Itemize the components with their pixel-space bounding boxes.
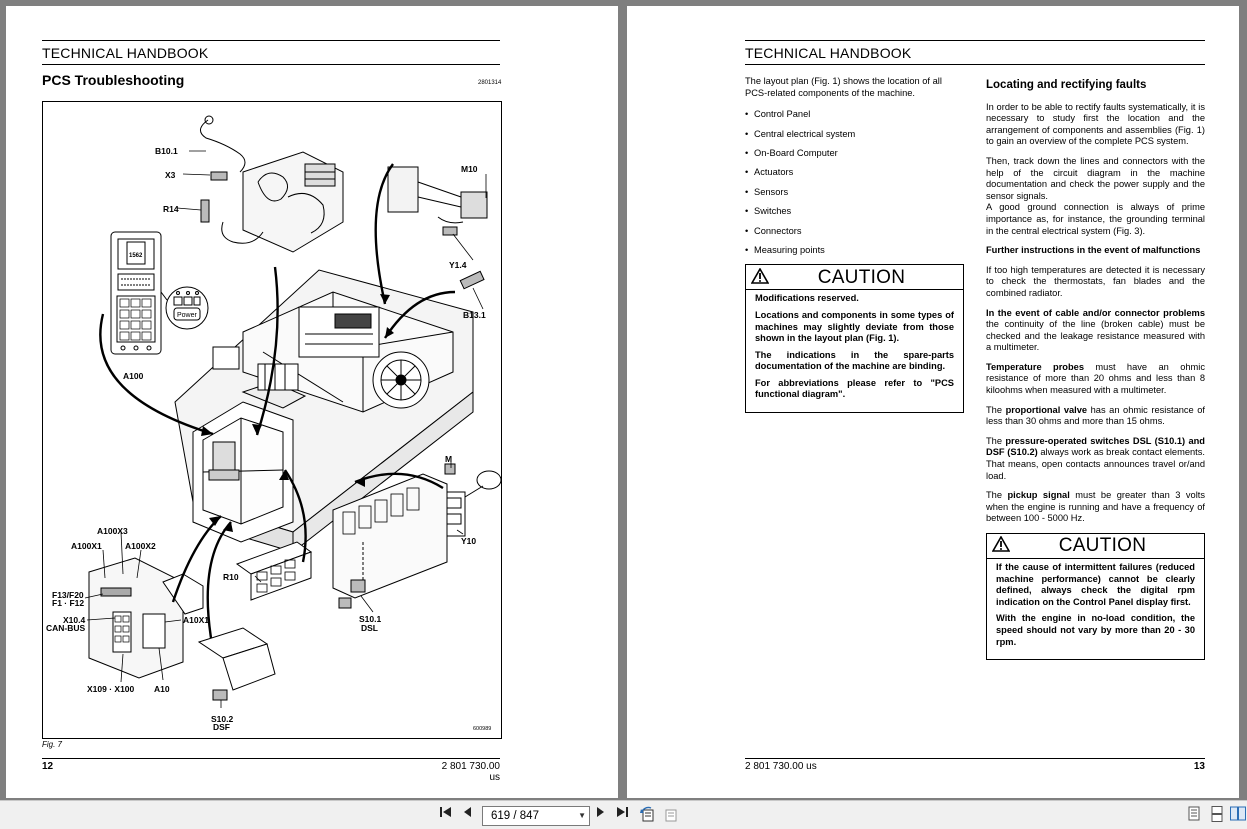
footer-rule — [42, 758, 500, 759]
paragraph-text: the continuity of the line (broken cable) must be checked and the leakage resistance measured with a multimeter. — [986, 319, 1205, 353]
label-r10: R10 — [223, 572, 239, 582]
paragraph — [986, 405, 1205, 428]
paragraph-text: must be greater than 3 volts when the engine is running and have a frequency of between 100 - 5000 Hz. — [986, 490, 1205, 524]
label-x109-x100: X109 · X100 — [87, 684, 135, 694]
layout-plan-drawing — [43, 102, 501, 738]
left-page — [6, 6, 618, 798]
label-a10x1: A10X1 — [183, 615, 209, 625]
paragraph-text: has an ohmic resistance of less than 30 ohms and more than 15 ohms. — [986, 404, 1206, 427]
bold-term: pickup signal — [1007, 490, 1070, 501]
bold-term: Temperature probes — [986, 361, 1085, 372]
list-item: • Switches — [745, 206, 964, 218]
label-m: M — [445, 454, 453, 464]
header-rule-top — [42, 40, 500, 41]
caution-header — [987, 534, 1204, 559]
paragraph-text: The — [986, 490, 1008, 501]
doc-number-right: 2 801 730.00 us — [745, 761, 817, 772]
caution-body — [987, 559, 1204, 659]
paragraph-text: always work as break contact elements. That means, open contacts announces travel or/and load. — [986, 447, 1205, 481]
caution-box-2 — [986, 533, 1205, 660]
label-a100x3: A100X3 — [97, 526, 128, 536]
bold-term: proportional valve — [1005, 404, 1088, 415]
warning-triangle-icon — [987, 536, 1015, 556]
label-b13-1: B13.1 — [463, 310, 486, 320]
page-number-left: 12 — [42, 761, 54, 772]
bold-term: pressure-operated switches DSL (S10.1) and DSF (S10.2) — [986, 435, 1205, 458]
faults-heading: Locating and rectifying faults — [986, 79, 1147, 91]
facing-pages-view-icon[interactable] — [1230, 806, 1246, 822]
next-page-icon[interactable] — [592, 806, 608, 822]
caution-body — [746, 290, 963, 412]
list-item: • Measuring points — [745, 245, 964, 257]
list-item: • On-Board Computer — [745, 148, 964, 160]
label-r14: R14 — [163, 204, 179, 214]
label-can-bus: CAN-BUS — [46, 623, 86, 633]
list-item: • Central electrical system — [745, 129, 964, 141]
last-page-icon[interactable] — [614, 806, 630, 822]
viewer-toolbar — [0, 800, 1247, 829]
paragraph-text: The — [986, 435, 1006, 446]
label-a10: A10 — [154, 684, 170, 694]
header-rule-top-right — [745, 40, 1205, 41]
handbook-header-right: TECHNICAL HANDBOOK — [745, 45, 912, 61]
intro-paragraph: The layout plan (Fig. 1) shows the location of all PCS-related components of the machine. — [745, 76, 942, 98]
caution-line: The indications in the spare-parts documentation of the machine are binding. — [755, 349, 954, 372]
label-a100x1: A100X1 — [71, 541, 102, 551]
figure-layout-plan — [42, 101, 502, 739]
right-column — [986, 76, 1205, 660]
label-y10: Y10 — [461, 536, 477, 546]
caution-line: Locations and components in some types of machines may slightly deviate from those shown in the layout plan (Fig. 1). — [755, 309, 954, 344]
label-x3: X3 — [165, 170, 176, 180]
label-power: Power — [177, 312, 197, 319]
section-title: PCS Troubleshooting — [42, 72, 185, 88]
label-a100: A100 — [123, 371, 144, 381]
paragraph: In order to be able to rectify faults systematically, it is necessary to study first the location and the arrangement of components and assemblies (Fig. 1) to gain an overview of the complete PCS system. — [986, 101, 1205, 147]
chevron-down-icon: ▼ — [578, 811, 586, 820]
left-column — [745, 76, 964, 413]
doc-id: 2801314 — [478, 80, 502, 86]
label-f1-f12: F1 · F12 — [52, 598, 85, 608]
doc-number-left: 2 801 730.00 us — [441, 761, 500, 783]
header-rule-bottom — [42, 64, 500, 65]
caution-box-1 — [745, 264, 964, 413]
list-item: • Control Panel — [745, 109, 964, 121]
component-list — [745, 109, 964, 256]
label-f13-f20: F13/F20 — [52, 590, 84, 600]
label-m10: M10 — [461, 164, 478, 174]
label-a100x2: A100X2 — [125, 541, 156, 551]
further-instructions-heading: Further instructions in the event of malfunctions — [986, 245, 1201, 256]
paragraph-text: must have an ohmic resistance of more than 20 ohms and less than 8 kiloohms when measured with a multimeter. — [986, 361, 1205, 396]
figure-code: 600989 — [473, 726, 492, 732]
go-forward-icon[interactable] — [663, 806, 679, 822]
caution-line: For abbreviations please refer to "PCS functional diagram". — [755, 377, 954, 400]
label-dsl: DSL — [361, 623, 378, 633]
label-dsf: DSF — [213, 722, 230, 732]
page-indicator: 619 / 847 — [491, 810, 539, 822]
right-page — [627, 6, 1239, 798]
handbook-header: TECHNICAL HANDBOOK — [42, 45, 209, 61]
first-page-icon[interactable] — [438, 806, 454, 822]
caution-title: CAUTION — [1058, 535, 1147, 557]
header-rule-bottom-right — [745, 64, 1205, 65]
paragraph: Then, track down the lines and connectors with the help of the circuit diagram in the machine documentation and check the power supply and the sensor signals. — [986, 155, 1205, 201]
figure-caption: Fig. 7 — [42, 740, 63, 749]
label-b10-1: B10.1 — [155, 146, 178, 156]
paragraph: A good ground connection is always of prime importance as, for instance, the grounding terminal in the central electrical system (Fig. 3). — [986, 202, 1205, 236]
caution-line: With the engine in no-load condition, the speed should not vary by more than 20 - 30 rpm. — [996, 613, 1195, 647]
caution-line: If the cause of intermittent failures (reduced machine performance) cannot be clearly defined, always check the digital rpm indication on the Control Panel display first. — [996, 562, 1195, 607]
go-back-icon[interactable] — [640, 806, 656, 822]
previous-page-icon[interactable] — [460, 806, 476, 822]
caution-header — [746, 265, 963, 290]
label-y1-4: Y1.4 — [449, 260, 467, 270]
page-number-select[interactable] — [482, 806, 590, 826]
footer-rule-right — [745, 758, 1205, 759]
paragraph — [986, 490, 1205, 525]
warning-triangle-icon — [746, 268, 774, 288]
label-x10-4: X10.4 — [63, 615, 86, 625]
label-s10-2: S10.2 — [211, 714, 234, 724]
paragraph — [986, 308, 1205, 354]
caution-title: CAUTION — [817, 266, 906, 288]
page-number-right: 13 — [1193, 761, 1205, 772]
list-item: • Actuators — [745, 167, 964, 179]
bold-term: In the event of cable and/or connector problems — [986, 307, 1205, 318]
panel-display-value: 1562 — [129, 253, 143, 259]
label-s10-1: S10.1 — [359, 614, 382, 624]
list-item: • Connectors — [745, 226, 964, 238]
continuous-view-icon[interactable] — [1209, 806, 1225, 822]
paragraph — [986, 436, 1205, 482]
caution-line: Modifications reserved. — [755, 293, 859, 304]
paragraph-text: The — [986, 404, 1006, 415]
paragraph — [986, 362, 1205, 397]
single-page-view-icon[interactable] — [1186, 806, 1202, 822]
list-item: • Sensors — [745, 187, 964, 199]
paragraph: If too high temperatures are detected it is necessary to check the thermostats, fan blades and the combined radiator. — [986, 264, 1205, 298]
